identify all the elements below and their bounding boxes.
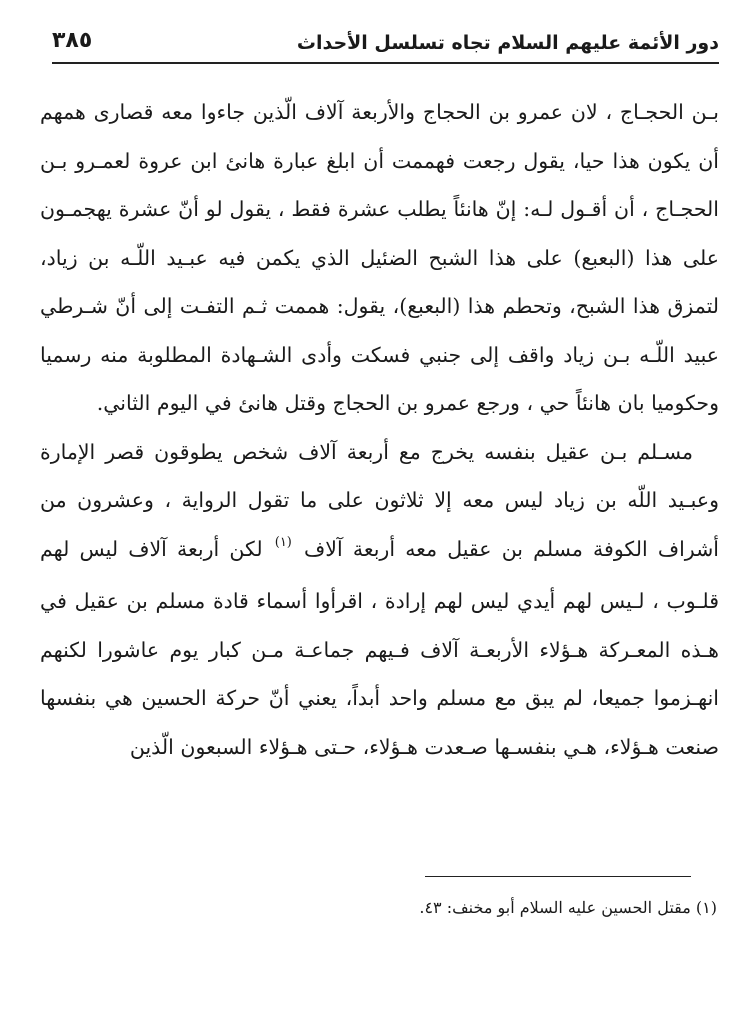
running-title: دور الأئمة عليهم السلام تجاه تسلسل الأحداث bbox=[296, 32, 719, 54]
footnote-divider bbox=[425, 876, 691, 877]
footnote-marker: (١) bbox=[274, 534, 292, 550]
page-number: ٣٨٥ bbox=[52, 28, 93, 53]
page-header bbox=[52, 28, 719, 60]
header-divider bbox=[52, 62, 719, 64]
footnote: (١) مقتل الحسين عليه السلام أبو مخنف: ٤٣. bbox=[419, 898, 717, 917]
body-text bbox=[40, 88, 719, 771]
paragraph-1: بـن الحجـاج ، لان عمرو بن الحجاج والأربعة آلاف الّذين جاءوا معه قصارى همهم أن يكون هذا حيا، يقول رجعت فهممت أن ابلغ عبارة هانئ ابن عروة لعمـرو بـن الحجـاج ، أن أقـول لـه: إنّ هانئاً يطلب عشرة فقط ، يقول لو أنّ عشرة يهجمـون على هذا (البعبع) على هذا الشبح الضئيل الذي يكمن فيه عبـيد اللّـه بن زياد، لتمزق هذا الشبح، وتحطم هذا (البعبع)، يقول: هممت ثـم التفـت إلى أنّ شـرطي عبيد اللّـه بـن زياد واقف إلى جنبي فسكت وأدى الشـهادة المطلوبة منه رسميا وحكوميا بان هانئاً حي ، ورجع عمرو بن الحجاج وقتل هانئ في اليوم الثاني. bbox=[40, 100, 719, 415]
paragraph-2-part-1: مسـلم بـن عقيل بنفسه يخرج مع أربعة آلاف شخص يطوقون قصر الإمارة وعبـيد اللّه بن زياد ليس معه إلا ثلاثون على ما تقول الرواية ، وعشرون من أشراف الكوفة مسلم بن عقيل معه أربعة آلاف bbox=[40, 439, 719, 561]
paragraph-2-part-2: لكن أربعة آلاف ليس لهم قلـوب ، لـيس لهم أيدي ليس لهم إرادة ، اقرأوا أسماء قادة مسلم بن عقيل في هـذه المعـركة هـؤلاء الأربعـة آلاف فـيهم جماعـة مـن كبار يوم عاشورا لكنهم انهـزموا جميعا، لم يبق مع مسلم واحد أبداً، يعني أنّ حركة الحسين هي بنفسها صنعت هـؤلاء، هـي بنفسـها صـعدت هـؤلاء، حـتى هـؤلاء السبعون الّذين bbox=[40, 536, 719, 759]
paragraph-2 bbox=[40, 428, 719, 772]
